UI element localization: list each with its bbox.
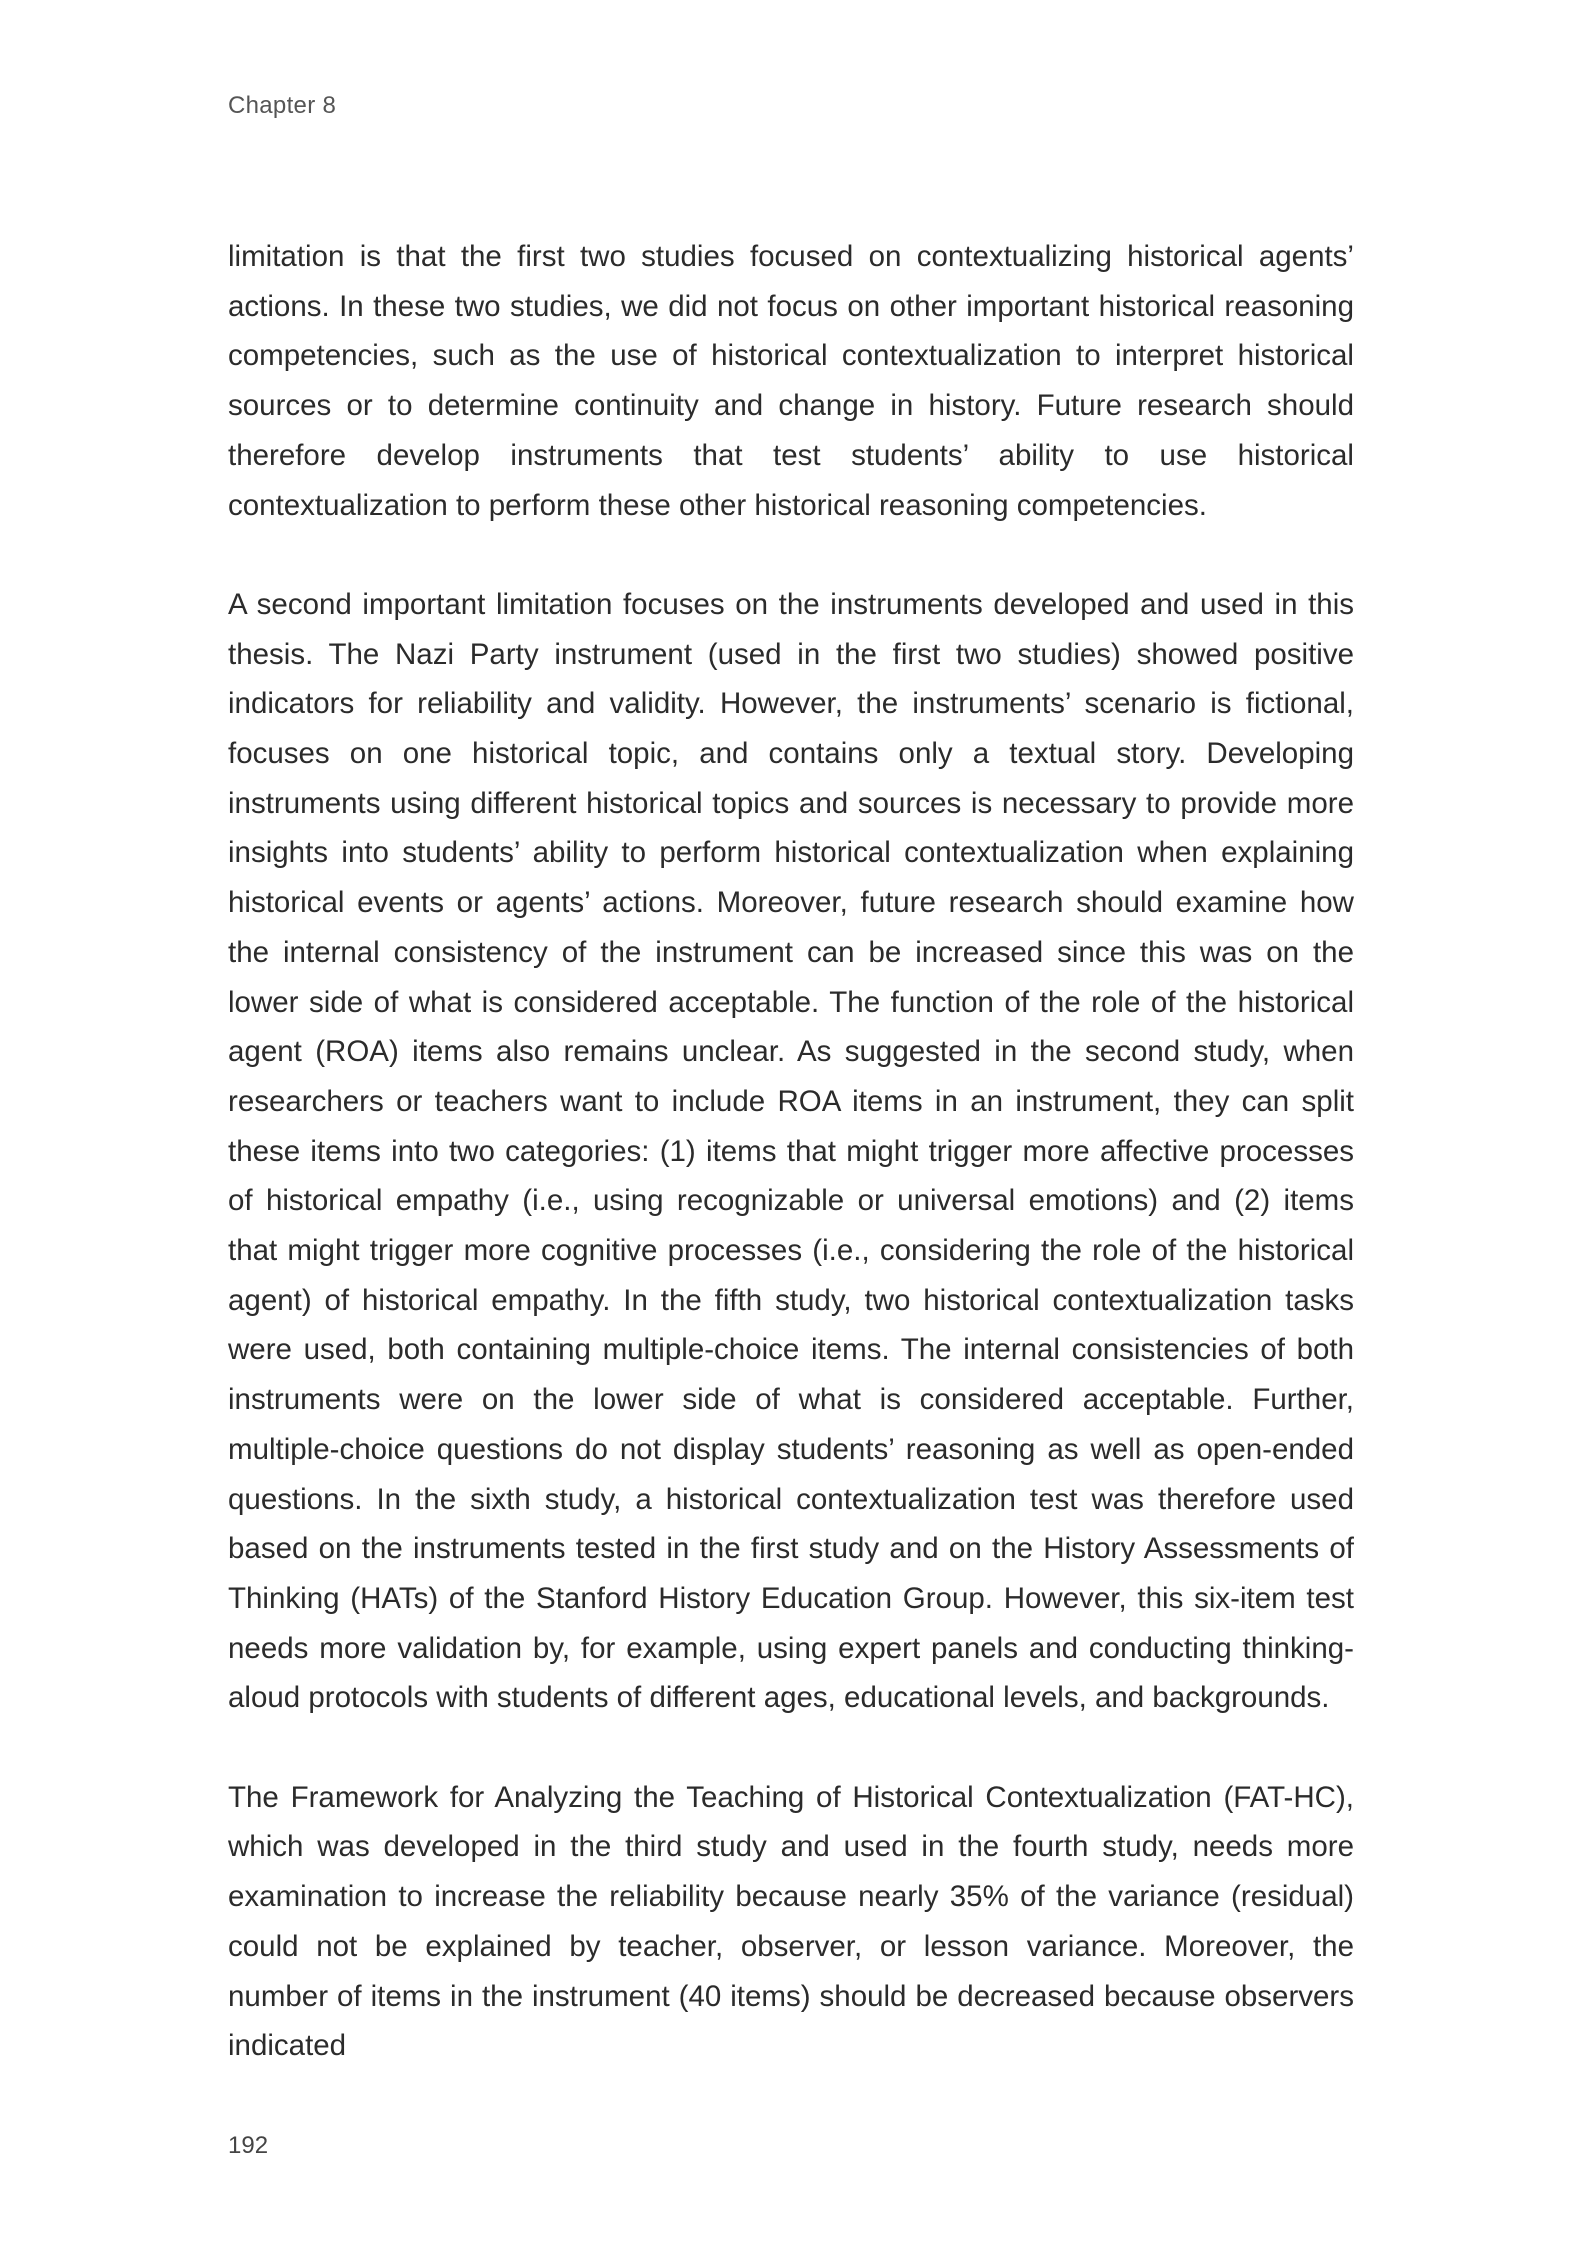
running-head: Chapter 8	[228, 92, 337, 119]
paragraph-limitation-contextualizing: limitation is that the first two studies focused on contextualizing historical agents’ actions. In these two studies, we did not focus on other important historical reasoning competencies, such as the use of historical contextualization to interpret historical sources or to determine continuity and change in history. Future research should therefore develop instruments that test students’ ability to use historical contextualization to perform these other historical reasoning competencies.	[228, 240, 1354, 522]
body-text	[228, 232, 1354, 2071]
paragraph-instruments-limitation: A second important limitation focuses on the instruments developed and used in this thesis. The Nazi Party instrument (used in the first two studies) showed positive indicators for reliability and validity. However, the instruments’ scenario is fictional, focuses on one historical topic, and contains only a textual story. Developing instruments using different historical topics and sources is necessary to provide more insights into students’ ability to perform historical contextualization when explaining historical events or agents’ actions. Moreover, future research should examine how the internal consistency of the instrument can be increased since this was on the lower side of what is considered acceptable. The function of the role of the historical agent (ROA) items also remains unclear. As suggested in the second study, when researchers or teachers want to include ROA items in an instrument, they can split these items into two categories: (1) items that might trigger more affective processes of historical empathy (i.e., using recognizable or universal emotions) and (2) items that might trigger more cognitive processes (i.e., considering the role of the historical agent) of historical empathy. In the fifth study, two historical contextualization tasks were used, both containing multiple-choice items. The internal consistencies of both instruments were on the lower side of what is considered acceptable. Further, multiple-choice questions do not display students’ reasoning as well as open-ended questions. In the sixth study, a historical contextualization test was therefore used based on the instruments tested in the first study and on the History Assessments of Thinking (HATs) of the Stanford History Education Group. However, this six-item test needs more validation by, for example, using expert panels and conducting thinking-aloud protocols with students of different ages, educational levels, and backgrounds.	[228, 587, 1354, 1715]
page-number: 192	[228, 2132, 269, 2159]
paragraph-fat-hc-framework: The Framework for Analyzing the Teaching of Historical Contextualization (FAT-HC), which was developed in the third study and used in the fourth study, needs more examination to increase the reliability because nearly 35% of the variance (residual) could not be explained by teacher, observer, or lesson variance. Moreover, the number of items in the instrument (40 items) should be decreased because observers indicated	[228, 1780, 1354, 2063]
